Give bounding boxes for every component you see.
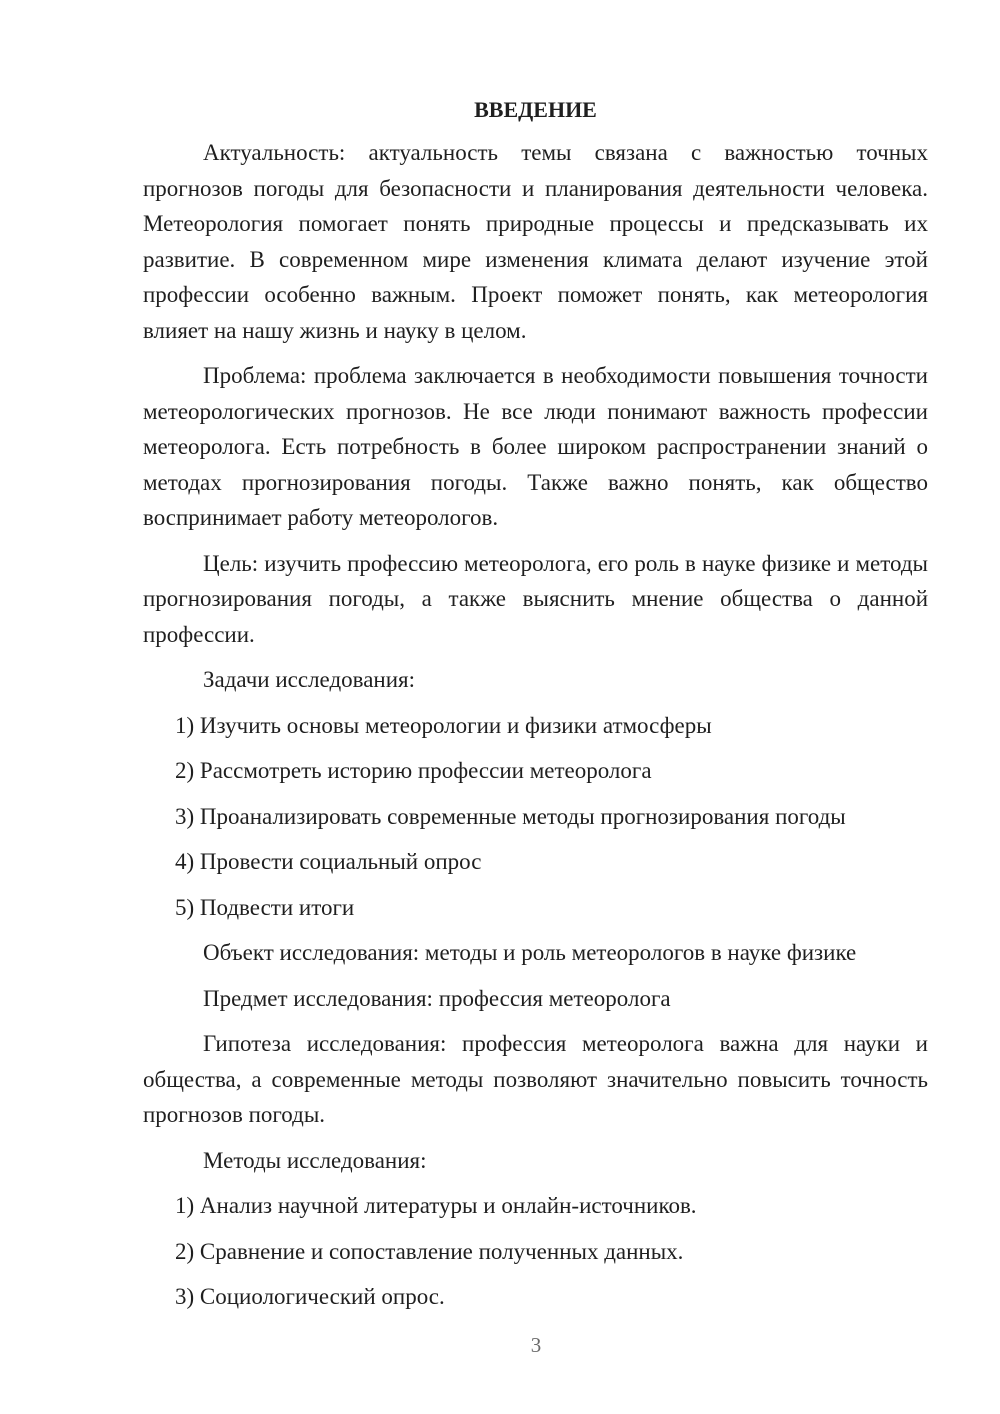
goal-paragraph: Цель: изучить профессию метеоролога, его роль в науке физике и методы прогнозирования погоды, а также выяснить мнение общества о данной профессии. bbox=[143, 550, 928, 647]
task-item: 3) Проанализировать современные методы прогнозирования погоды bbox=[175, 803, 846, 829]
hypothesis-paragraph: Гипотеза исследования: профессия метеоролога важна для науки и общества, а современные методы позволяют значительно повысить точность прогнозов погоды. bbox=[143, 1031, 928, 1127]
method-item: 1) Анализ научной литературы и онлайн-источников. bbox=[175, 1193, 697, 1218]
task-item: 2) Рассмотреть историю профессии метеоролога bbox=[175, 758, 652, 783]
tasks-heading: Задачи исследования: bbox=[203, 667, 416, 692]
page-number: 3 bbox=[530, 1333, 542, 1357]
research-subject: Предмет исследования: профессия метеоролога bbox=[203, 985, 671, 1011]
research-object: Объект исследования: методы и роль метеорологов в науке физике bbox=[203, 940, 857, 965]
task-item: 4) Провести социальный опрос bbox=[175, 849, 482, 874]
section-title: ВВЕДЕНИЕ bbox=[474, 97, 597, 122]
problem-paragraph: Проблема: проблема заключается в необходимости повышения точности метеорологических прогнозов. Не все люди понимают важность профессии метеоролога. Есть потребность в более широком распространении знаний о методах прогнозирования погоды. Также важно понять, как общество воспринимает работу метеорологов. bbox=[143, 363, 928, 530]
task-item: 5) Подвести итоги bbox=[175, 894, 355, 920]
method-item: 2) Сравнение и сопоставление полученных данных. bbox=[175, 1238, 684, 1264]
relevance-paragraph: Актуальность: актуальность темы связана с важностью точных прогнозов погоды для безопасности и планирования деятельности человека. Метеорология помогает понять природные процессы и предсказывать их развитие. В современном мире изменения климата делают изучение этой профессии особенно важным. Проект поможет понять, как метеорология влияет на нашу жизнь и науку в целом. bbox=[143, 140, 928, 343]
page-content bbox=[143, 94, 928, 1325]
task-item: 1) Изучить основы метеорологии и физики атмосферы bbox=[175, 712, 712, 738]
method-item: 3) Социологический опрос. bbox=[175, 1284, 445, 1309]
methods-heading: Методы исследования: bbox=[203, 1147, 427, 1173]
